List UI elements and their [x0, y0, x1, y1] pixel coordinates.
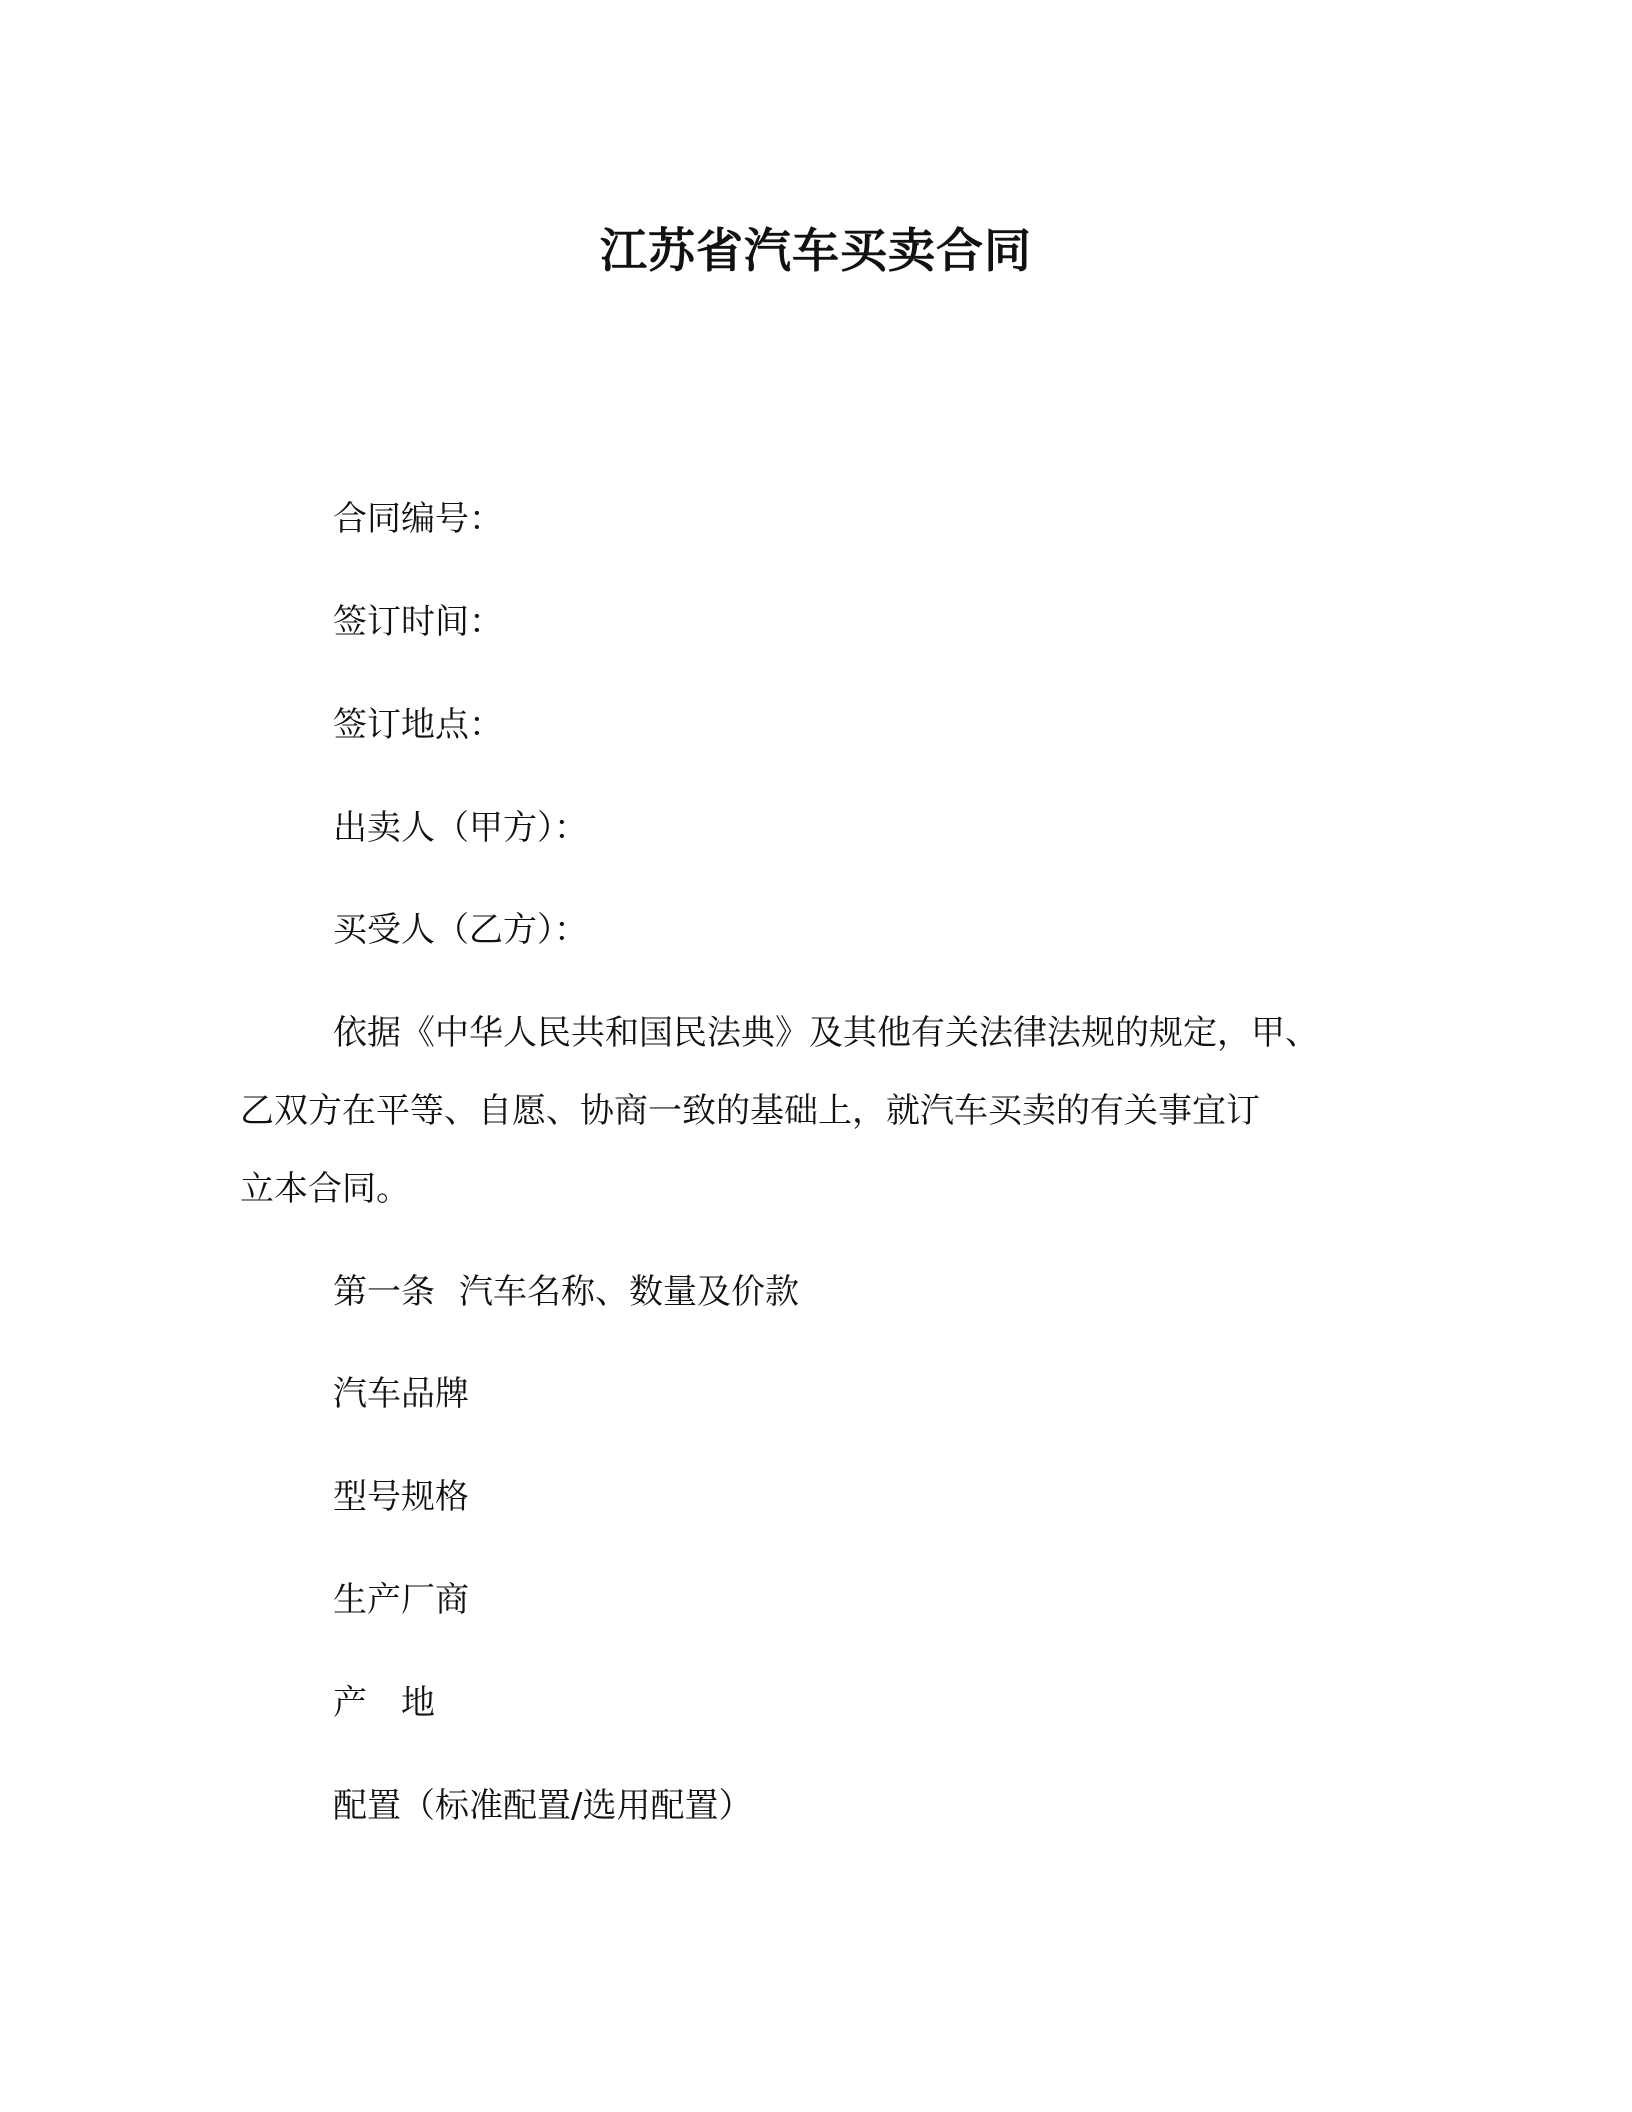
- signing-time-label: 签订时间：: [333, 602, 503, 642]
- vehicle-origin-char-2: 地: [401, 1683, 435, 1723]
- vehicle-config-label: 配置（标准配置/选用配置）: [333, 1786, 753, 1826]
- preamble-line-3: 立本合同。: [240, 1169, 410, 1209]
- preamble-line-2: 乙双方在平等、自愿、协商一致的基础上，就汽车买卖的有关事宜订: [240, 1091, 1260, 1131]
- preamble-line-1: 依据《中华人民共和国民法典》及其他有关法律法规的规定，甲、: [333, 1013, 1319, 1053]
- buyer-label: 买受人（乙方）：: [333, 910, 588, 950]
- article-1-number: 第一条: [333, 1272, 435, 1312]
- article-1-title: 汽车名称、数量及价款: [459, 1272, 799, 1312]
- vehicle-origin-char-1: 产: [333, 1683, 367, 1723]
- vehicle-origin-label: [333, 1681, 435, 1725]
- document-title: 江苏省汽车买卖合同: [600, 224, 1032, 279]
- signing-place-label: 签订地点：: [333, 705, 503, 745]
- seller-label: 出卖人（甲方）：: [333, 808, 588, 848]
- vehicle-model-label: 型号规格: [333, 1477, 469, 1517]
- article-1-heading: [333, 1270, 799, 1314]
- vehicle-brand-label: 汽车品牌: [333, 1374, 469, 1414]
- contract-number-label: 合同编号：: [333, 499, 503, 539]
- vehicle-manufacturer-label: 生产厂商: [333, 1580, 469, 1620]
